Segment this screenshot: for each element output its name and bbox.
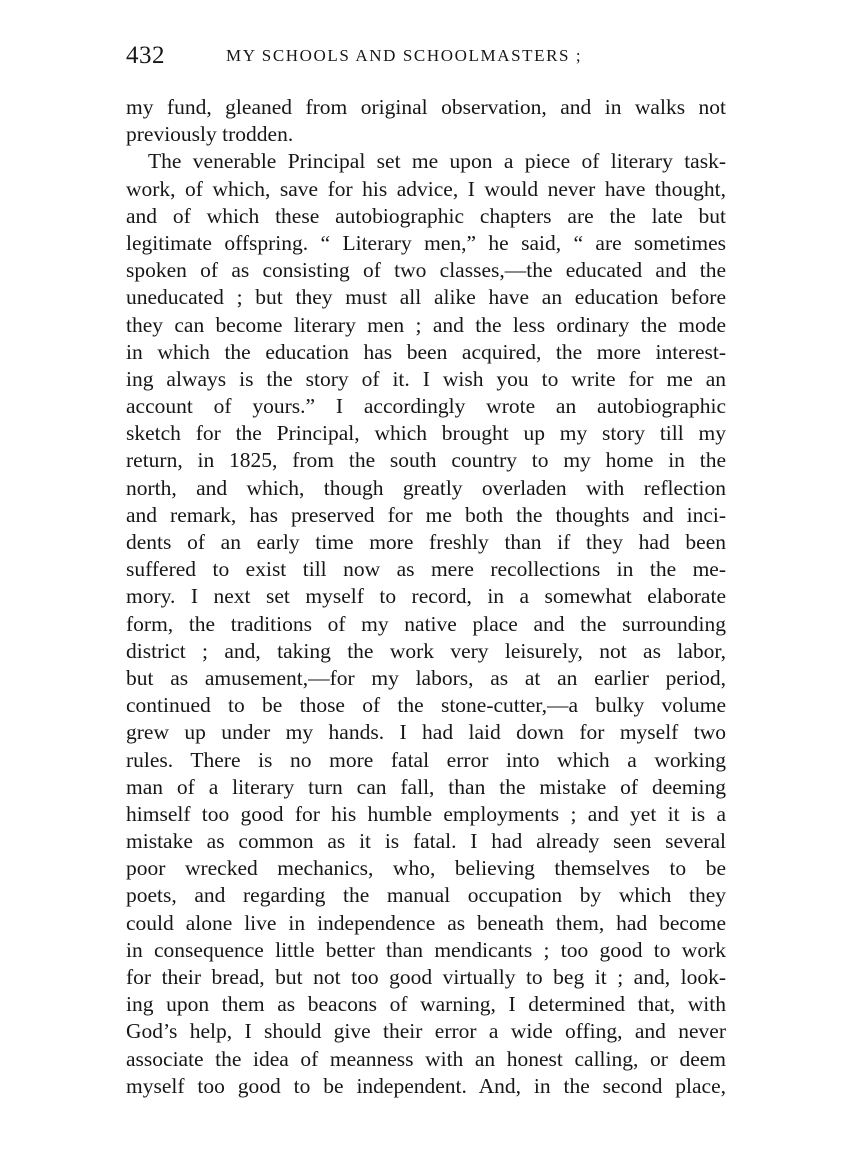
running-title: MY SCHOOLS AND SCHOOLMASTERS ; xyxy=(226,46,583,65)
text-line: dents of an early time more freshly than if they had been xyxy=(126,530,726,554)
text-line: poets, and regarding the manual occupation by which they xyxy=(126,883,726,908)
text-line: associate the idea of meanness with an honest calling, or deem xyxy=(126,1046,726,1071)
text-line: they can become literary men ; and the less ordinary the mode xyxy=(126,312,726,337)
running-head xyxy=(126,42,726,76)
text-line: and of which these autobiographic chapters are the late but xyxy=(126,203,726,228)
page-number: 432 xyxy=(126,42,165,69)
text-line: myself too good to be independent. And, in the second place, xyxy=(126,1073,726,1098)
text-line: ing upon them as beacons of warning, I determined that, with xyxy=(126,992,726,1017)
text-line: return, in 1825, from the south country to my home in the xyxy=(126,448,726,473)
text-line: in consequence little better than mendicants ; too good to work xyxy=(126,937,726,962)
text-line: form, the traditions of my native place and the surrounding xyxy=(126,611,726,636)
text-line: grew up under my hands. I had laid down for myself two xyxy=(126,720,726,745)
text-line: suffered to exist till now as mere recollections in the me- xyxy=(126,557,726,582)
text-line: himself too good for his humble employments ; and yet it is a xyxy=(126,801,726,826)
text-line: legitimate offspring. “ Literary men,” he said, “ are sometimes xyxy=(126,230,726,255)
text-line: and remark, has preserved for me both the thoughts and inci- xyxy=(126,502,726,527)
text-line: spoken of as consisting of two classes,—the educated and the xyxy=(126,258,726,283)
text-line: uneducated ; but they must all alike have an education before xyxy=(126,285,726,310)
text-line: account of yours.” I accordingly wrote an autobiographic xyxy=(126,394,726,419)
text-line: The venerable Principal set me upon a piece of literary task- xyxy=(148,149,726,174)
body-text xyxy=(126,94,726,1100)
text-line: ing always is the story of it. I wish you to write for me an xyxy=(126,366,726,391)
text-line: work, of which, save for his advice, I would never have thought, xyxy=(126,176,726,201)
text-line: my fund, gleaned from original observation, and in walks not xyxy=(126,95,726,119)
text-line: man of a literary turn can fall, than the mistake of deeming xyxy=(126,774,726,799)
text-line: sketch for the Principal, which brought up my story till my xyxy=(126,421,726,446)
text-line: rules. There is no more fatal error into which a working xyxy=(126,747,726,772)
text-line: could alone live in independence as beneath them, had become xyxy=(126,910,726,935)
text-line: poor wrecked mechanics, who, believing themselves to be xyxy=(126,856,726,881)
text-line: but as amusement,—for my labors, as at an earlier period, xyxy=(126,665,726,690)
text-line: in which the education has been acquired, the more interest- xyxy=(126,339,726,364)
text-line: previously trodden. xyxy=(126,122,294,147)
text-line: God’s help, I should give their error a wide offing, and never xyxy=(126,1019,726,1044)
text-line: continued to be those of the stone-cutter,—a bulky volume xyxy=(126,693,726,718)
text-line: district ; and, taking the work very leisurely, not as labor, xyxy=(126,638,726,663)
text-line: north, and which, though greatly overladen with reflection xyxy=(126,475,726,500)
text-line: mory. I next set myself to record, in a somewhat elaborate xyxy=(126,584,726,609)
text-line: mistake as common as it is fatal. I had already seen several xyxy=(126,829,726,854)
text-line: for their bread, but not too good virtually to beg it ; and, look- xyxy=(126,965,726,989)
